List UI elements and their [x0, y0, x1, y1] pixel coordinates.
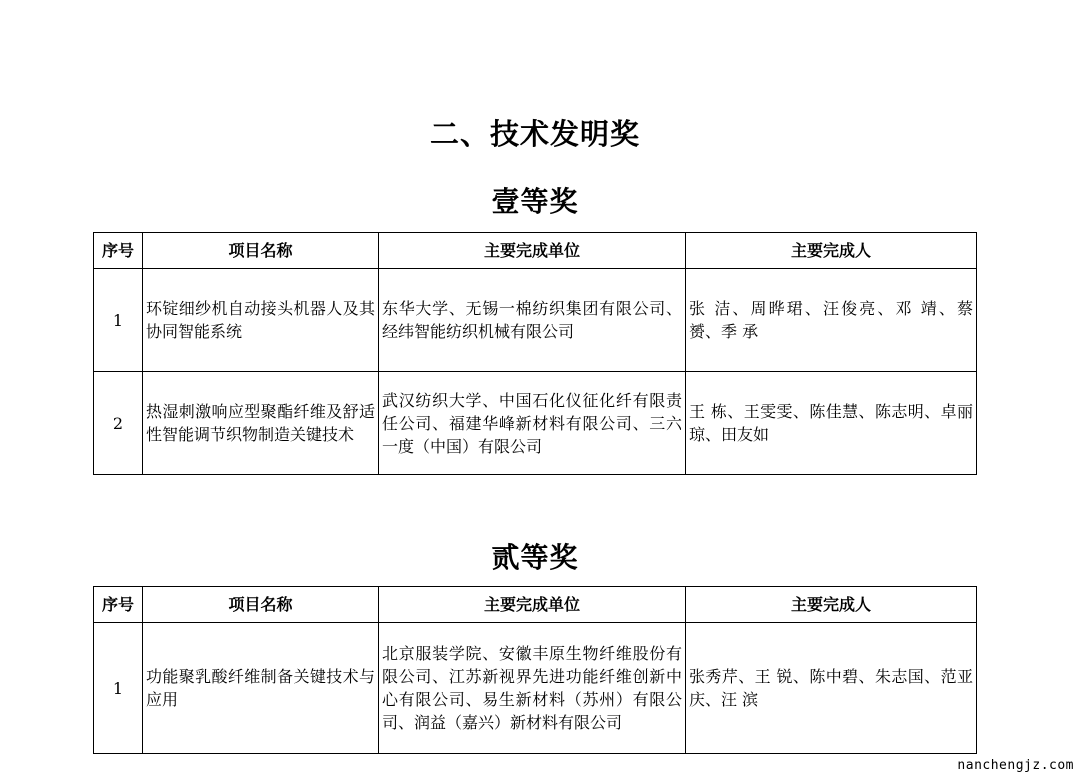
header-no: 序号 [94, 587, 143, 623]
cell-persons: 张秀芹、王 锐、陈中碧、朱志国、范亚庆、汪 滨 [686, 623, 977, 754]
table-row [94, 372, 977, 475]
table-header-row [94, 587, 977, 623]
header-persons: 主要完成人 [686, 233, 977, 269]
header-no: 序号 [94, 233, 143, 269]
table-header-row [94, 233, 977, 269]
cell-persons: 王 栋、王雯雯、陈佳慧、陈志明、卓丽琼、田友如 [686, 372, 977, 475]
grade-1-title: 壹等奖 [491, 185, 579, 218]
cell-units: 东华大学、无锡一棉纺织集团有限公司、经纬智能纺织机械有限公司 [379, 269, 686, 372]
cell-persons: 张 洁、周晔珺、汪俊亮、邓 靖、蔡 赟、季 承 [686, 269, 977, 372]
cell-units: 武汉纺织大学、中国石化仪征化纤有限责任公司、福建华峰新材料有限公司、三六一度（中国）有限公司 [379, 372, 686, 475]
cell-no: 2 [94, 372, 143, 475]
table-row [94, 269, 977, 372]
header-persons: 主要完成人 [686, 587, 977, 623]
award-table-grade-2 [93, 586, 977, 754]
cell-no: 1 [94, 269, 143, 372]
cell-units: 北京服装学院、安徽丰原生物纤维股份有限公司、江苏新视界先进功能纤维创新中心有限公司、易生新材料（苏州）有限公司、润益（嘉兴）新材料有限公司 [379, 623, 686, 754]
cell-project: 环锭细纱机自动接头机器人及其协同智能系统 [143, 269, 379, 372]
header-units: 主要完成单位 [379, 587, 686, 623]
header-units: 主要完成单位 [379, 233, 686, 269]
header-project: 项目名称 [143, 587, 379, 623]
header-project: 项目名称 [143, 233, 379, 269]
site-watermark: nanchengjz.com [957, 758, 1074, 773]
cell-no: 1 [94, 623, 143, 754]
section-title: 二、技术发明奖 [429, 117, 640, 151]
grade-2-title: 贰等奖 [491, 541, 579, 574]
cell-project: 热湿刺激响应型聚酯纤维及舒适性智能调节织物制造关键技术 [143, 372, 379, 475]
award-table-grade-1 [93, 232, 977, 475]
cell-project: 功能聚乳酸纤维制备关键技术与应用 [143, 623, 379, 754]
table-row [94, 623, 977, 754]
